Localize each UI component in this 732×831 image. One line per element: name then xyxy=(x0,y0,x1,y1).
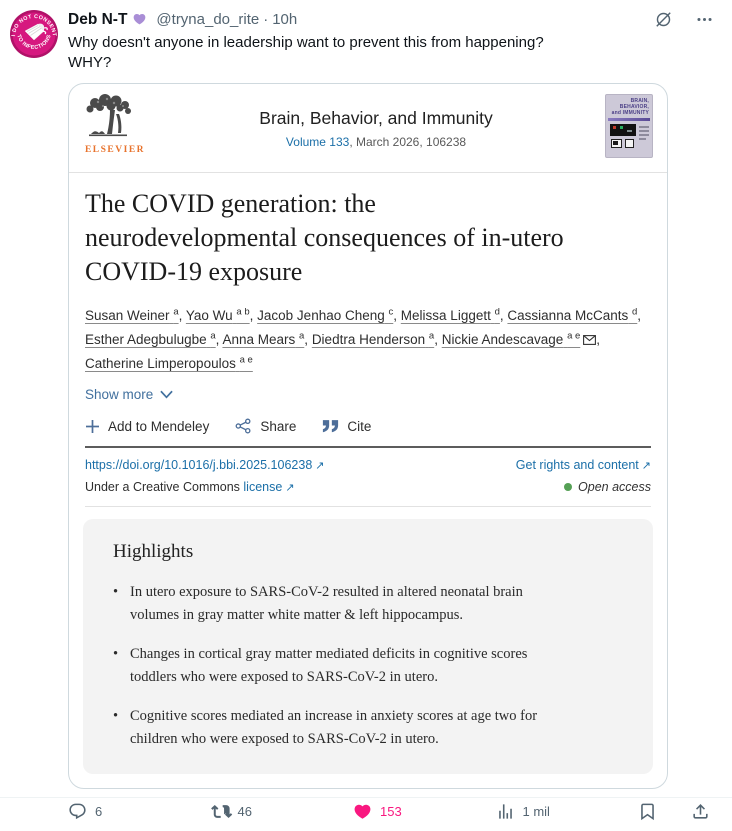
cite-label: Cite xyxy=(347,418,372,434)
author-separator: , xyxy=(178,308,186,324)
share-tweet-icon[interactable] xyxy=(691,802,710,821)
bullet-icon: • xyxy=(113,584,119,601)
user-handle[interactable]: @tryna_do_rite xyxy=(156,11,260,28)
add-to-mendeley-button[interactable] xyxy=(85,419,209,434)
author-separator: , xyxy=(499,308,508,324)
reply-count: 6 xyxy=(95,804,103,820)
tweet-header xyxy=(68,10,718,30)
elsevier-logo xyxy=(83,94,147,155)
like-count: 153 xyxy=(380,804,402,820)
corresponding-author-envelope-icon[interactable] xyxy=(583,335,596,345)
share-nodes-icon xyxy=(235,418,252,434)
bullet-icon: • xyxy=(113,708,119,725)
journal-cover-thumbnail[interactable] xyxy=(605,94,653,158)
cover-scan-square xyxy=(611,139,622,148)
author-name[interactable]: Susan Weiner xyxy=(85,308,170,324)
author-affiliation-sup: a xyxy=(299,330,305,342)
author-affiliation-sup: a e xyxy=(567,330,581,342)
avatar-column xyxy=(10,10,58,797)
tweet-action-bar xyxy=(68,800,716,831)
author[interactable] xyxy=(401,308,508,323)
chevron-down-icon xyxy=(160,390,173,399)
bookmark-icon[interactable] xyxy=(638,802,657,821)
repost-icon xyxy=(211,802,230,821)
mendeley-label: Add to Mendeley xyxy=(108,418,210,434)
license-row xyxy=(85,472,651,506)
repost-count: 46 xyxy=(237,804,252,820)
open-access-dot-icon xyxy=(564,483,572,491)
author[interactable] xyxy=(442,332,600,347)
author-name[interactable]: Nickie Andescavage xyxy=(441,332,564,348)
author[interactable] xyxy=(507,308,641,323)
cite-button[interactable] xyxy=(322,419,371,434)
tweet-text-line: WHY? xyxy=(68,54,112,71)
author-list xyxy=(85,304,651,375)
article-card[interactable] xyxy=(68,83,668,789)
cover-title-line: BRAIN, xyxy=(630,98,649,104)
tweet-text xyxy=(68,33,718,73)
share-label: Share xyxy=(260,418,297,434)
author[interactable] xyxy=(257,308,401,323)
tweet-text-line: Why doesn't anyone in leadership want to prevent this from happening? xyxy=(68,34,544,51)
purple-heart-emoji xyxy=(132,12,147,26)
elsevier-wordmark: ELSEVIER xyxy=(84,145,146,155)
author-separator: , xyxy=(637,308,642,324)
author-separator: , xyxy=(304,332,312,348)
highlight-text: In utero exposure to SARS-CoV-2 resulted in altered neonatal brain volumes in gray matter white matter & left hippocampus. xyxy=(130,584,523,623)
quote-icon xyxy=(322,419,339,433)
author-affiliation-sup: d xyxy=(494,306,500,318)
views-button[interactable] xyxy=(496,802,639,821)
highlight-text: Changes in cortical gray matter mediated deficits in cognitive scores toddlers who were exposed to SARS-CoV-2 in utero. xyxy=(130,646,528,685)
highlight-item xyxy=(113,581,623,626)
heart-icon xyxy=(353,802,372,821)
volume-link[interactable]: Volume 133 xyxy=(285,135,350,149)
author-name[interactable]: Jacob Jenhao Cheng xyxy=(257,308,385,324)
author-name[interactable]: Esther Adegbulugbe xyxy=(85,332,207,348)
author-affiliation-sup: a e xyxy=(239,354,253,366)
cover-purple-band xyxy=(608,118,650,121)
timestamp[interactable]: 10h xyxy=(272,11,298,28)
show-more-button[interactable] xyxy=(85,387,173,402)
issue-rest: , March 2026, 106238 xyxy=(349,135,467,149)
external-link-icon: ↗ xyxy=(641,460,651,473)
author-name[interactable]: Catherine Limperopoulos xyxy=(85,355,236,371)
reply-icon xyxy=(68,802,87,821)
author-name[interactable]: Melissa Liggett xyxy=(400,308,491,324)
reply-button[interactable] xyxy=(68,802,211,821)
repost-button[interactable] xyxy=(211,802,354,821)
article-body xyxy=(69,173,667,507)
plus-icon xyxy=(85,419,100,434)
grok-actions-icon[interactable] xyxy=(654,10,673,29)
author-name[interactable]: Anna Mears xyxy=(222,332,296,348)
author[interactable] xyxy=(85,356,253,371)
elsevier-tree-icon xyxy=(83,94,133,144)
author-affiliation-sup: d xyxy=(632,306,638,318)
author-separator: , xyxy=(434,332,442,348)
author[interactable] xyxy=(85,332,222,347)
cover-title-line: and IMMUNITY xyxy=(611,110,649,116)
author-separator: , xyxy=(393,308,401,324)
author[interactable] xyxy=(85,308,186,323)
article-toolbar xyxy=(85,418,651,446)
open-access-badge xyxy=(564,480,651,494)
author[interactable] xyxy=(186,308,257,323)
highlight-item xyxy=(113,705,623,750)
highlight-item xyxy=(113,643,623,688)
doi-row xyxy=(85,448,651,472)
views-count: 1 mil xyxy=(522,804,550,820)
share-button[interactable] xyxy=(235,418,296,434)
author[interactable] xyxy=(312,332,442,347)
open-access-label: Open access xyxy=(578,480,651,495)
highlights-box xyxy=(83,519,653,774)
highlight-text: Cognitive scores mediated an increase in anxiety scores at age two for children who were exposed to SARS-CoV-2 in utero. xyxy=(130,708,538,747)
doi-link[interactable]: https://doi.org/10.1016/j.bbi.2025.106238 ↗ xyxy=(85,458,325,473)
avatar-top-text: I DO NOT CONSENT xyxy=(10,13,58,37)
author-separator: , xyxy=(596,332,601,348)
get-rights-link[interactable]: Get rights and content ↗ xyxy=(515,458,651,473)
avatar[interactable] xyxy=(10,10,58,58)
external-link-icon: ↗ xyxy=(285,482,295,495)
highlights-heading: Highlights xyxy=(113,541,194,563)
author-name[interactable]: Cassianna McCants xyxy=(507,308,629,324)
cover-title-line: BEHAVIOR, xyxy=(619,104,649,110)
author-name[interactable]: Yao Wu xyxy=(185,308,233,324)
author-separator: , xyxy=(249,308,258,324)
journal-cover-title xyxy=(612,98,649,116)
license-link[interactable]: license ↗ xyxy=(243,480,295,495)
article-title[interactable]: The COVID generation: the neurodevelopmental consequences of in-utero COVID-19 exposure xyxy=(85,189,564,286)
journal-header xyxy=(69,84,667,172)
journal-title-block xyxy=(147,94,605,149)
tweet-content-column xyxy=(68,10,718,820)
license-text: Under a Creative Commons license ↗ xyxy=(85,480,295,495)
journal-title[interactable]: Brain, Behavior, and Immunity xyxy=(259,108,493,128)
journal-issue-line xyxy=(147,135,605,149)
author-affiliation-sup: a xyxy=(428,330,435,342)
cover-text-column xyxy=(639,126,649,142)
avatar-bottom-text: TO INFECTIONS xyxy=(15,33,53,52)
external-link-icon: ↗ xyxy=(315,460,325,473)
cover-brain-scan-image xyxy=(610,124,636,136)
highlights-list xyxy=(113,581,623,750)
separator-dot: · xyxy=(263,11,269,28)
author-affiliation-sup: a b xyxy=(236,306,250,318)
author[interactable] xyxy=(222,332,311,347)
avatar-badge-image xyxy=(10,10,58,58)
bullet-icon: • xyxy=(113,646,119,663)
display-name[interactable]: Deb N-T xyxy=(68,11,128,28)
author-affiliation-sup: a xyxy=(173,306,179,318)
author-affiliation-sup: a xyxy=(210,330,216,342)
author-separator: , xyxy=(215,332,223,348)
show-more-label[interactable]: Show more xyxy=(85,387,154,403)
license-divider xyxy=(85,506,651,507)
author-affiliation-sup: c xyxy=(388,306,394,318)
like-button[interactable] xyxy=(353,802,496,821)
more-options-icon[interactable] xyxy=(695,10,714,29)
cover-scan-square-2 xyxy=(625,139,634,148)
views-chart-icon xyxy=(496,802,515,821)
author-name[interactable]: Diedtra Henderson xyxy=(311,332,426,348)
